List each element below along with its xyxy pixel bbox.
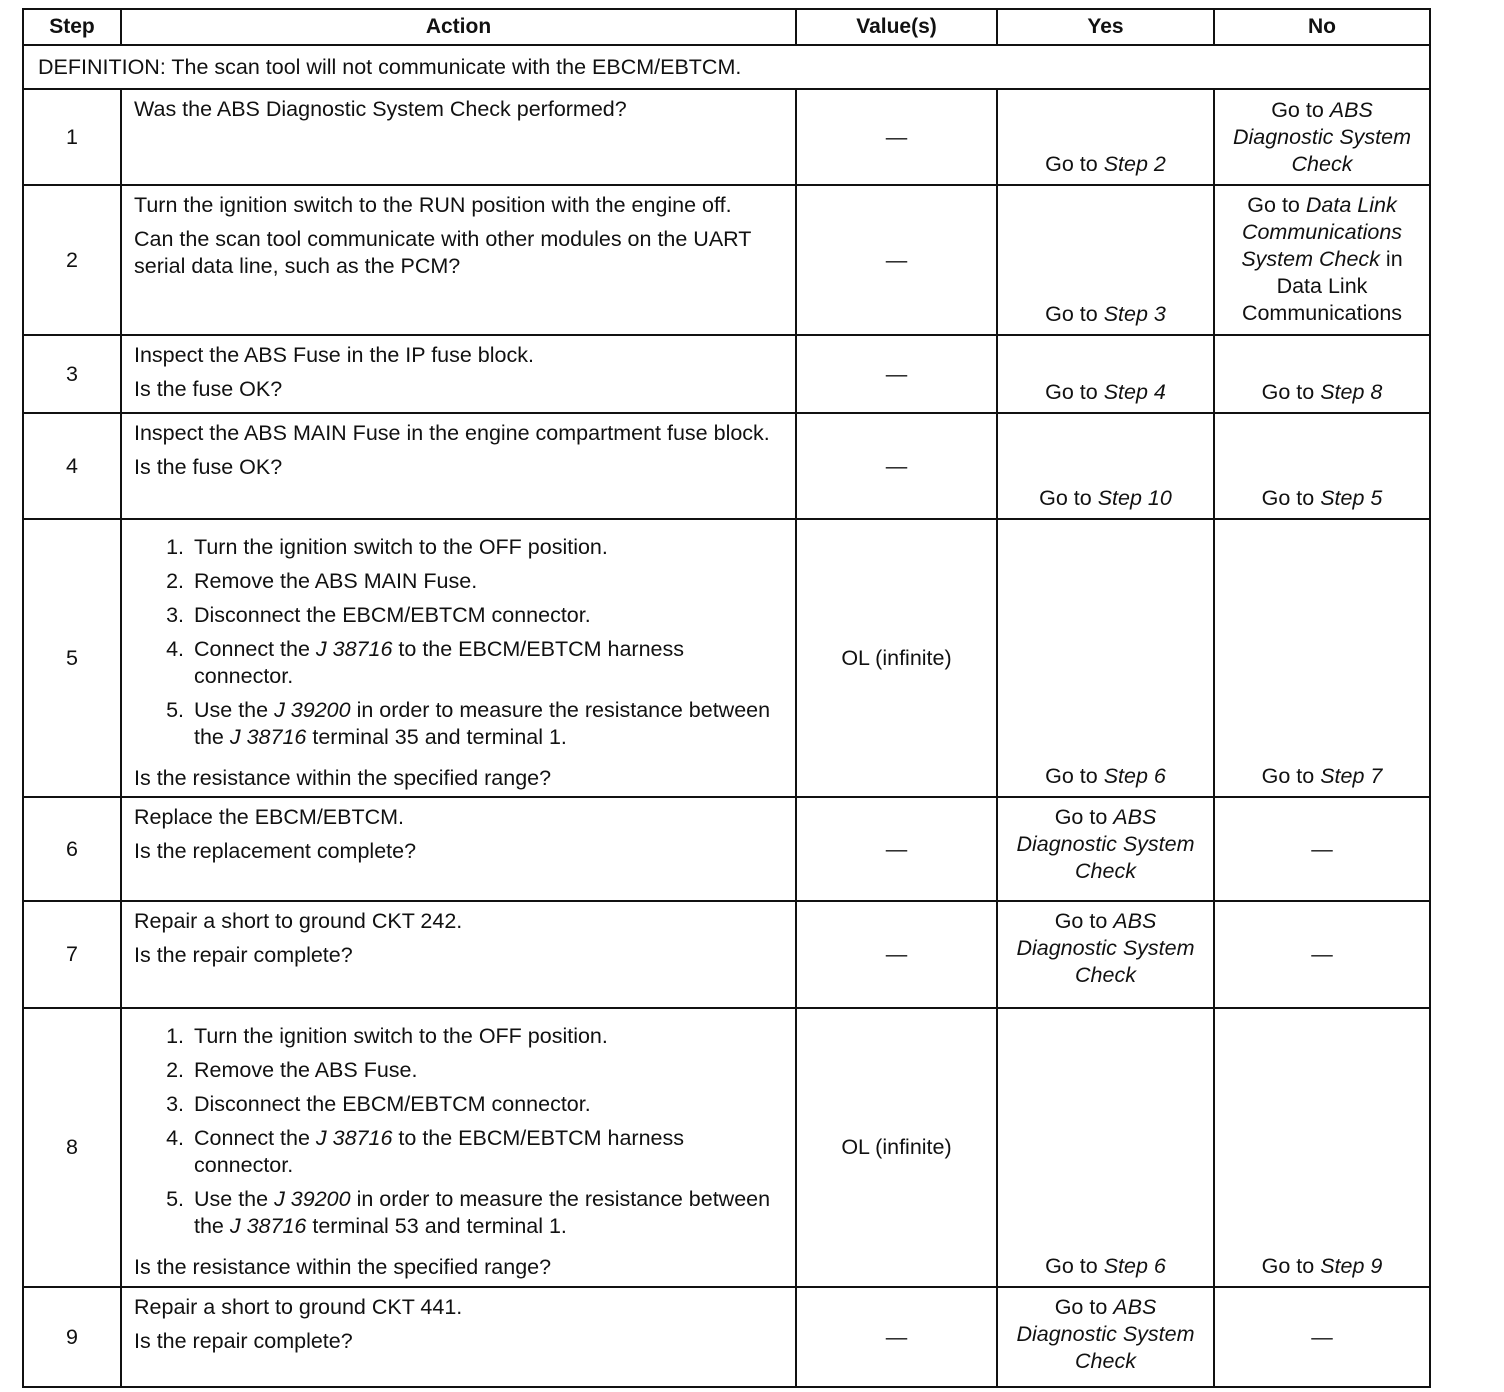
step-number: 4 [66, 453, 78, 478]
yes-text [1002, 1294, 1209, 1375]
yes-text [1039, 485, 1172, 512]
reference-text: J 39200 [274, 1187, 351, 1211]
step-cell [23, 901, 121, 1008]
text-segment: to the EBCM/EBTCM harness connector. [194, 637, 684, 688]
value-text: — [885, 1324, 908, 1349]
reference-text: J 38716 [229, 1214, 307, 1238]
table-row [23, 797, 1430, 901]
action-paragraph [134, 908, 785, 935]
no-cell [1214, 413, 1430, 519]
table-row [23, 1008, 1430, 1287]
no-cell [1214, 1008, 1430, 1287]
action-steps-list [134, 534, 785, 758]
reference-text: ABS Diagnostic System Check [1016, 909, 1195, 987]
action-step [190, 568, 785, 595]
action-paragraph [134, 192, 785, 219]
text-segment: Go to [1271, 97, 1330, 122]
step-cell [23, 89, 121, 185]
no-cell [1214, 901, 1430, 1008]
table-row [23, 1287, 1430, 1387]
action-paragraph [134, 420, 785, 447]
no-cell [1214, 335, 1430, 413]
value-cell [796, 1008, 997, 1287]
action-content [122, 1288, 795, 1386]
text-segment: Can the scan tool communicate with other modules on the UART serial data line, such as the PCM? [134, 227, 752, 278]
text-segment: Go to [1261, 764, 1321, 788]
action-content [122, 414, 795, 518]
text-segment: in order to measure the resistance between the [194, 1187, 771, 1238]
text-segment: Disconnect the EBCM/EBTCM connector. [194, 603, 591, 627]
yes-text [1045, 151, 1166, 178]
text-segment: Is the resistance within the specified range? [134, 1255, 552, 1279]
value-text: — [885, 124, 908, 149]
action-paragraph [134, 376, 785, 403]
reference-text: ABS Diagnostic System Check [1016, 805, 1195, 883]
no-text [1262, 763, 1383, 790]
text-segment: Is the fuse OK? [134, 377, 283, 401]
text-segment: Remove the ABS Fuse. [194, 1058, 418, 1082]
no-text [1262, 1253, 1383, 1280]
value-cell [796, 413, 997, 519]
step-number: 5 [66, 645, 78, 670]
value-text: — [885, 836, 908, 861]
action-cell [121, 185, 796, 335]
text-segment: Go to [1045, 1254, 1104, 1278]
action-content [122, 90, 795, 184]
table-row [23, 413, 1430, 519]
action-paragraph [134, 765, 785, 792]
no-action [1215, 902, 1429, 1007]
value-text: OL (infinite) [841, 645, 952, 670]
text-segment: Go to [1045, 302, 1104, 326]
yes-text [1045, 763, 1166, 790]
action-cell [121, 519, 796, 797]
text-segment: Turn the ignition switch to the OFF position. [194, 535, 608, 559]
no-action [1215, 1009, 1429, 1286]
action-paragraph [134, 96, 785, 123]
yes-cell [997, 89, 1214, 185]
reference-text: Step 4 [1103, 380, 1166, 404]
no-text [1311, 1324, 1333, 1351]
text-segment: Go to [1261, 380, 1321, 404]
text-segment: Go to [1054, 909, 1114, 933]
action-paragraph [134, 838, 785, 865]
header-yes: Yes [997, 9, 1214, 45]
step-number: 7 [66, 942, 78, 966]
step-cell [23, 1008, 121, 1287]
no-action [1215, 336, 1429, 412]
reference-text: ABS Diagnostic System Check [1232, 97, 1412, 176]
text-segment: Inspect the ABS MAIN Fuse in the engine compartment fuse block. [134, 421, 770, 445]
reference-text: Step 9 [1320, 1254, 1383, 1278]
no-cell [1214, 797, 1430, 901]
step-cell [23, 1287, 121, 1387]
reference-text: J 39200 [274, 698, 351, 722]
value-cell [796, 519, 997, 797]
no-action [1215, 798, 1429, 900]
action-cell [121, 1287, 796, 1387]
text-segment: terminal 35 and terminal 1. [306, 725, 567, 749]
action-cell [121, 335, 796, 413]
yes-text [1045, 379, 1166, 406]
text-segment: Turn the ignition switch to the RUN position with the engine off. [134, 193, 732, 217]
action-steps-list [134, 1023, 785, 1247]
action-paragraph [134, 1328, 785, 1355]
reference-text: Step 6 [1103, 764, 1166, 788]
yes-cell [997, 335, 1214, 413]
text-segment: Connect the [194, 637, 316, 661]
table-row [23, 89, 1430, 185]
text-segment: Go to [1039, 486, 1098, 510]
action-cell [121, 797, 796, 901]
table-row [23, 901, 1430, 1008]
text-segment: Is the fuse OK? [134, 455, 283, 479]
reference-text: Step 2 [1103, 152, 1166, 176]
reference-text: Step 7 [1320, 764, 1383, 788]
value-cell [796, 797, 997, 901]
no-action [1215, 520, 1429, 796]
no-text [1219, 97, 1425, 178]
header-values: Value(s) [796, 9, 997, 45]
text-segment: Connect the [194, 1126, 316, 1150]
text-segment: Repair a short to ground CKT 441. [134, 1295, 463, 1319]
no-cell [1214, 519, 1430, 797]
yes-cell [997, 901, 1214, 1008]
yes-action [998, 90, 1213, 184]
action-paragraph [134, 1254, 785, 1281]
step-number: 6 [66, 836, 78, 861]
no-cell [1214, 1287, 1430, 1387]
reference-text: Step 5 [1320, 486, 1383, 510]
yes-cell [997, 185, 1214, 335]
text-segment: Go to [1261, 486, 1321, 510]
action-cell [121, 413, 796, 519]
text-segment: Is the resistance within the specified range? [134, 766, 552, 790]
text-segment: — [1311, 836, 1333, 861]
no-action [1215, 414, 1429, 518]
text-segment: Use the [194, 698, 275, 722]
value-cell [796, 89, 997, 185]
action-content [122, 336, 795, 412]
action-paragraph [134, 804, 785, 831]
yes-action [998, 336, 1213, 412]
yes-cell [997, 1287, 1214, 1387]
action-step [190, 1186, 785, 1240]
action-cell [121, 1008, 796, 1287]
no-text [1311, 941, 1333, 968]
reference-text: Step 6 [1103, 1254, 1166, 1278]
reference-text: Step 8 [1320, 380, 1383, 404]
no-cell [1214, 185, 1430, 335]
text-segment: Go to [1045, 380, 1104, 404]
action-step [190, 636, 785, 690]
reference-text: ABS Diagnostic System Check [1016, 1295, 1195, 1373]
text-segment: — [1311, 942, 1333, 966]
value-cell [796, 901, 997, 1008]
table-row [23, 519, 1430, 797]
value-text: OL (infinite) [841, 1135, 952, 1159]
action-step [190, 1125, 785, 1179]
action-content [122, 186, 795, 334]
reference-text: J 38716 [315, 1126, 393, 1150]
text-segment: to the EBCM/EBTCM harness connector. [194, 1126, 684, 1177]
diagnostic-table [22, 8, 1431, 1388]
action-paragraph [134, 342, 785, 369]
no-cell [1214, 89, 1430, 185]
step-cell [23, 797, 121, 901]
text-segment: terminal 53 and terminal 1. [306, 1214, 567, 1238]
value-cell [796, 185, 997, 335]
definition-row [23, 45, 1430, 89]
text-segment: Was the ABS Diagnostic System Check performed? [134, 97, 627, 121]
yes-cell [997, 797, 1214, 901]
step-number: 2 [66, 247, 78, 272]
action-cell [121, 901, 796, 1008]
action-paragraph [134, 942, 785, 969]
no-text [1311, 836, 1333, 863]
text-segment: in order to measure the resistance between the [194, 698, 771, 749]
yes-action [998, 186, 1213, 334]
yes-action [998, 1009, 1213, 1286]
text-segment: Go to [1045, 152, 1104, 176]
action-step [190, 1023, 785, 1050]
text-segment: Go to [1054, 1295, 1114, 1319]
text-segment: Repair a short to ground CKT 242. [134, 909, 463, 933]
text-segment: Go to [1247, 193, 1306, 217]
no-text [1262, 379, 1383, 406]
action-step [190, 697, 785, 751]
action-paragraph [134, 226, 785, 280]
step-number: 9 [66, 1324, 78, 1349]
text-segment: Inspect the ABS Fuse in the IP fuse block. [134, 343, 534, 367]
table-row [23, 335, 1430, 413]
yes-cell [997, 1008, 1214, 1287]
text-segment: Remove the ABS MAIN Fuse. [194, 569, 478, 593]
action-content [122, 798, 795, 900]
header-no: No [1214, 9, 1430, 45]
reference-text: Data Link Communications System Check [1241, 193, 1403, 271]
header-step: Step [23, 9, 121, 45]
yes-text [1045, 301, 1166, 328]
yes-text [1002, 908, 1209, 989]
text-segment: Is the repair complete? [134, 1329, 353, 1353]
text-segment: — [1311, 1324, 1333, 1349]
value-text: — [885, 942, 908, 966]
action-step [190, 602, 785, 629]
yes-action [998, 414, 1213, 518]
action-content [122, 520, 795, 796]
action-content [122, 1009, 795, 1286]
no-text [1219, 192, 1425, 327]
text-segment: Go to [1045, 764, 1104, 788]
value-text: — [885, 453, 908, 478]
action-paragraph [134, 454, 785, 481]
action-content [122, 902, 795, 1007]
action-step [190, 1057, 785, 1084]
text-segment: Go to [1054, 805, 1114, 829]
text-segment: in Data Link Communications [1241, 247, 1403, 325]
no-action [1215, 90, 1429, 184]
text-segment: Replace the EBCM/EBTCM. [134, 805, 405, 829]
reference-text: J 38716 [315, 637, 393, 661]
value-cell [796, 335, 997, 413]
yes-cell [997, 413, 1214, 519]
action-step [190, 534, 785, 561]
reference-text: J 38716 [229, 725, 307, 749]
step-cell [23, 335, 121, 413]
action-paragraph [134, 1294, 785, 1321]
step-number: 8 [66, 1135, 78, 1159]
yes-action [998, 902, 1213, 1007]
reference-text: Step 3 [1103, 302, 1166, 326]
step-number: 3 [66, 361, 78, 386]
step-cell [23, 519, 121, 797]
value-cell [796, 1287, 997, 1387]
action-cell [121, 89, 796, 185]
no-text [1262, 485, 1383, 512]
text-segment: Disconnect the EBCM/EBTCM connector. [194, 1092, 591, 1116]
value-text: — [885, 361, 908, 386]
yes-text [1002, 804, 1209, 885]
step-cell [23, 413, 121, 519]
text-segment: Go to [1261, 1254, 1321, 1278]
text-segment: Turn the ignition switch to the OFF position. [194, 1024, 608, 1048]
no-action [1215, 1288, 1429, 1386]
yes-text [1045, 1253, 1166, 1280]
value-text: — [885, 247, 908, 272]
step-cell [23, 185, 121, 335]
text-segment: Is the repair complete? [134, 943, 353, 967]
no-action [1215, 186, 1429, 334]
action-step [190, 1091, 785, 1118]
yes-action [998, 798, 1213, 900]
header-row [23, 9, 1430, 45]
table-row [23, 185, 1430, 335]
step-number: 1 [66, 124, 78, 149]
yes-cell [997, 519, 1214, 797]
yes-action [998, 520, 1213, 796]
yes-action [998, 1288, 1213, 1386]
definition-text: DEFINITION: The scan tool will not communicate with the EBCM/EBTCM. [23, 45, 1430, 89]
text-segment: Is the replacement complete? [134, 839, 417, 863]
text-segment: Use the [194, 1187, 275, 1211]
header-action: Action [121, 9, 796, 45]
reference-text: Step 10 [1097, 486, 1172, 510]
